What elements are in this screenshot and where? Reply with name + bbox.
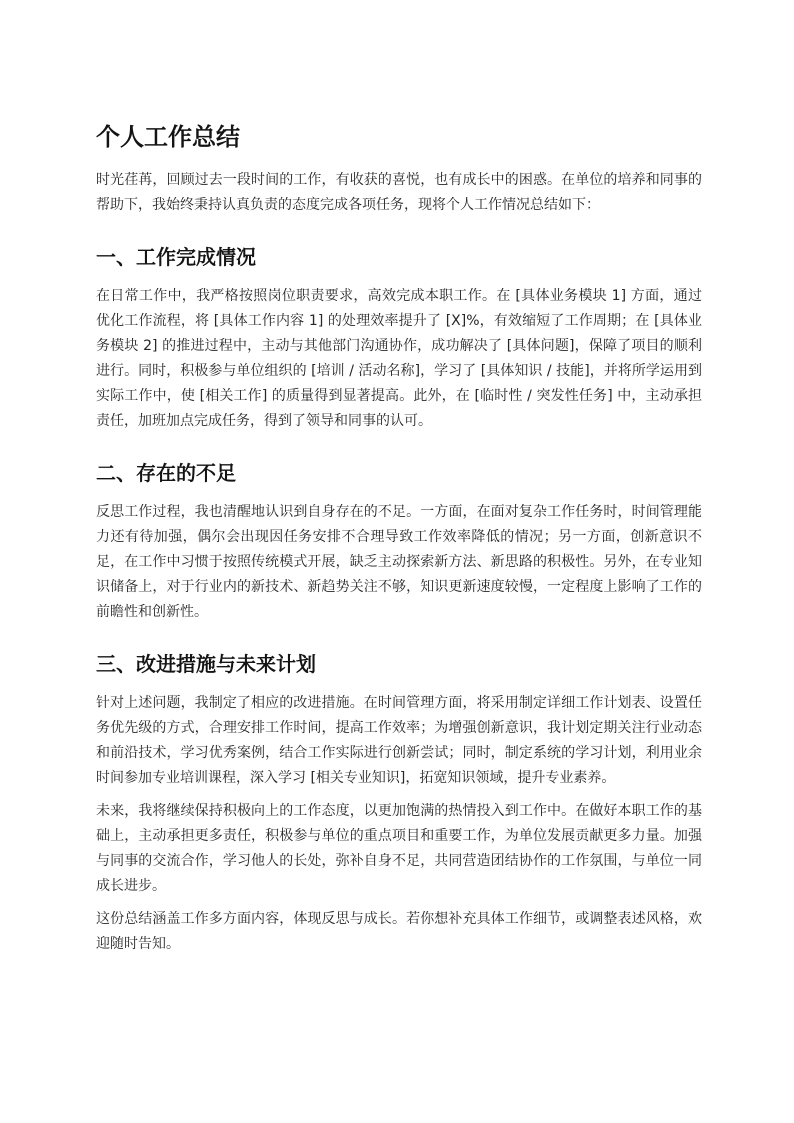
section-heading-work-completion: 一、工作完成情况 <box>96 245 256 269</box>
document-page <box>96 120 702 965</box>
work-completion-paragraph: 在日常工作中，我严格按照岗位职责要求，高效完成本职工作。在 [具体业务模块 1] 方面，通过优化工作流程，将 [具体工作内容 1] 的处理效率提升了 [X]%，有效缩短了工作周期；在 [具体业务模块 2] 的推进过程中，主动与其他部门沟通协作，成功解决了 [具体问题]，保障了项目的顺利进行。同时，积极参与单位组织的 [培训 / 活动名称]，学习了 [具体知识 / 技能]，并将所学运用到实际工作中，使 [相关工作] 的质量得到显著提高。此外，在 [临时性 / 突发性任务] 中，主动承担责任，加班加点完成任务，得到了领导和同事的认可。 <box>96 288 702 429</box>
closing-note-paragraph: 这份总结涵盖工作多方面内容，体现反思与成长。若你想补充具体工作细节，或调整表述风格，欢迎随时告知。 <box>96 911 702 952</box>
section-heading-shortcomings: 二、存在的不足 <box>96 461 236 485</box>
shortcomings-paragraph: 反思工作过程，我也清醒地认识到自身存在的不足。一方面，在面对复杂工作任务时，时间管理能力还有待加强，偶尔会出现因任务安排不合理导致工作效率降低的情况；另一方面，创新意识不足，在工作中习惯于按照传统模式开展，缺乏主动探索新方法、新思路的积极性。另外，在专业知识储备上，对于行业内的新技术、新趋势关注不够，知识更新速度较慢，一定程度上影响了工作的前瞻性和创新性。 <box>96 504 702 620</box>
intro-paragraph: 时光荏苒，回顾过去一段时间的工作，有收获的喜悦，也有成长中的困惑。在单位的培养和同事的帮助下，我始终秉持认真负责的态度完成各项任务，现将个人工作情况总结如下： <box>96 172 702 213</box>
page-title: 个人工作总结 <box>96 123 240 151</box>
section-heading-improvement-plan: 三、改进措施与未来计划 <box>96 652 316 676</box>
improvement-measures-paragraph: 针对上述问题，我制定了相应的改进措施。在时间管理方面，将采用制定详细工作计划表、设置任务优先级的方式，合理安排工作时间，提高工作效率；为增强创新意识，我计划定期关注行业动态和前沿技术，学习优秀案例，结合工作实际进行创新尝试；同时，制定系统的学习计划，利用业余时间参加专业培训课程，深入学习 [相关专业知识]，拓宽知识领域，提升专业素养。 <box>96 695 702 786</box>
future-plan-paragraph: 未来，我将继续保持积极向上的工作态度，以更加饱满的热情投入到工作中。在做好本职工作的基础上，主动承担更多责任，积极参与单位的重点项目和重要工作，为单位发展贡献更多力量。加强与同事的交流合作，学习他人的长处，弥补自身不足，共同营造团结协作的工作氛围，与单位一同成长进步。 <box>96 803 702 894</box>
